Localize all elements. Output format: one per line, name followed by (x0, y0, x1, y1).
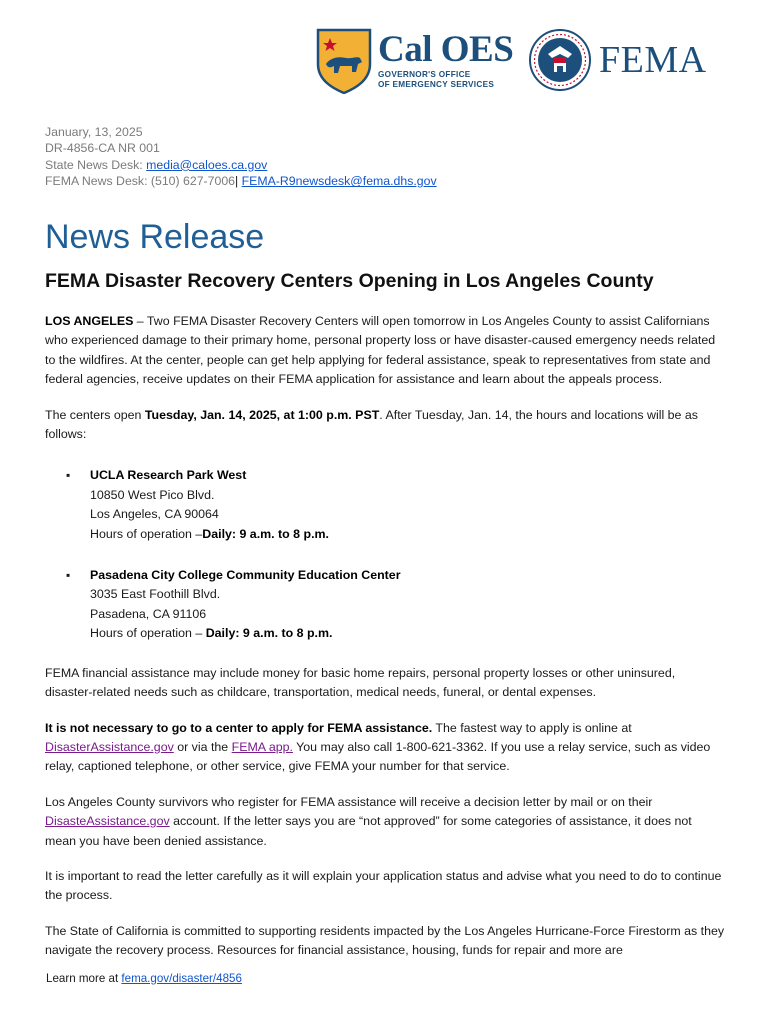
fema-wordmark: FEMA (599, 39, 707, 81)
paragraph-apply (45, 719, 725, 777)
location-hours (45, 525, 725, 544)
article-body (45, 312, 725, 977)
release-date: January, 13, 2025 (45, 125, 143, 139)
decision-text-2: account. If the letter says you are “not approved” for some categories of assistance, it does not mean you have been denied assistance. (45, 814, 692, 848)
footer-label: Learn more at (46, 972, 122, 985)
footer (46, 972, 242, 985)
location-hours-value: Daily: 9 a.m. to 8 p.m. (205, 626, 333, 641)
bullet-icon: ▪ (66, 568, 71, 583)
release-meta (45, 124, 437, 190)
paragraph-financial-assistance: FEMA financial assistance may include money for basic home repairs, personal property losses or other uninsured, disaster-related needs such as childcare, transportation, medical needs, funeral, or dental expenses. (45, 665, 676, 700)
location-hours-label: Hours of operation – (90, 526, 203, 541)
decision-text-1: Los Angeles County survivors who register for FEMA assistance will receive a decision letter by mail or on their (45, 794, 653, 809)
dhs-seal-icon (528, 28, 592, 92)
location-city: Pasadena, CA 91106 (90, 606, 207, 621)
news-release-heading: News Release (45, 218, 265, 256)
caloes-subtitle-line-2: OF EMERGENCY SERVICES (378, 80, 495, 89)
opening-time-bold: Tuesday, Jan. 14, 2025, at 1:00 p.m. PST (144, 407, 380, 422)
paragraph-opening-time (45, 406, 725, 445)
apply-text-2: or via the (173, 739, 232, 754)
apply-text-1: The fastest way to apply is online at (432, 720, 632, 735)
fema-news-desk-label: FEMA News Desk: (510) 627-7006 (45, 174, 236, 189)
bullet-icon: ▪ (66, 468, 71, 483)
fema-logo (528, 28, 718, 92)
location-street: 10850 West Pico Blvd. (90, 487, 215, 502)
location-name: UCLA Research Park West (90, 468, 247, 483)
paragraph-state-commitment: The State of California is committed to supporting residents impacted by the Los Angeles Hurricane-Force Firestorm as they navigate the recovery process. Resources for financial assistance, housing, funds for repair and more are (45, 923, 725, 958)
headline: FEMA Disaster Recovery Centers Opening in Los Angeles County (45, 270, 654, 292)
paragraph-read-letter: It is important to read the letter carefully as it will explain your application status and advise what you need to do to continue the process. (45, 868, 722, 903)
caloes-logo (316, 28, 514, 98)
opening-time-pre: The centers open (45, 407, 145, 422)
disaster-assistance-link[interactable]: DisasterAssistance.gov (45, 739, 174, 754)
location-item (45, 466, 725, 544)
release-id: DR-4856-CA NR 001 (45, 141, 160, 156)
fema-news-desk (45, 173, 437, 189)
location-name-row (45, 566, 725, 585)
location-hours-value: Daily: 9 a.m. to 8 p.m. (202, 526, 329, 541)
paragraph-decision-letter (45, 793, 725, 851)
state-news-desk-email-link[interactable]: media@caloes.ca.gov (146, 157, 268, 172)
fema-app-link[interactable]: FEMA app. (231, 739, 293, 754)
location-name: Pasadena City College Community Education Center (90, 568, 401, 583)
footer-disaster-link[interactable]: fema.gov/disaster/4856 (121, 972, 242, 985)
location-city: Los Angeles, CA 90064 (90, 507, 219, 522)
opening-time-post: . After Tuesday, Jan. 14, the hours and locations will be as follows: (45, 407, 698, 442)
paragraph-intro (45, 312, 725, 390)
caloes-subtitle (378, 70, 494, 90)
fema-news-desk-email-link[interactable]: FEMA-R9newsdesk@fema.dhs.gov (241, 174, 437, 189)
disaste-assistance-link[interactable]: DisasteAssistance.gov (45, 814, 170, 829)
caloes-shield-icon (316, 28, 372, 94)
state-news-desk-label: State News Desk: (45, 157, 147, 172)
apply-text-3: You may also call 1-800-621-3362. If you use a relay service, such as video relay, captioned telephone, or other service, give FEMA your number for that service. (45, 739, 711, 774)
fema-news-desk-separator: | (235, 174, 242, 189)
location-hours (45, 624, 725, 643)
dateline: LOS ANGELES (45, 314, 134, 328)
apply-bold: It is not necessary to go to a center to apply for FEMA assistance. (45, 720, 433, 735)
location-street: 3035 East Foothill Blvd. (90, 587, 221, 602)
caloes-subtitle-line-1: GOVERNOR'S OFFICE (378, 70, 471, 79)
caloes-wordmark: Cal OES (378, 29, 514, 70)
state-news-desk (45, 157, 437, 173)
location-item (45, 566, 725, 644)
location-name-row (45, 466, 725, 485)
paragraph-intro-text: – Two FEMA Disaster Recovery Centers will open tomorrow in Los Angeles County to assist Californians who experienced damage to their primary home, personal property loss or have disaster-caused emergency needs related to the wildfires. At the center, people can get help applying for federal assistance, speak to representatives from state and federal agencies, receive updates on their FEMA application for assistance and learn about the appeals process. (45, 314, 716, 387)
location-hours-label: Hours of operation – (90, 626, 206, 641)
